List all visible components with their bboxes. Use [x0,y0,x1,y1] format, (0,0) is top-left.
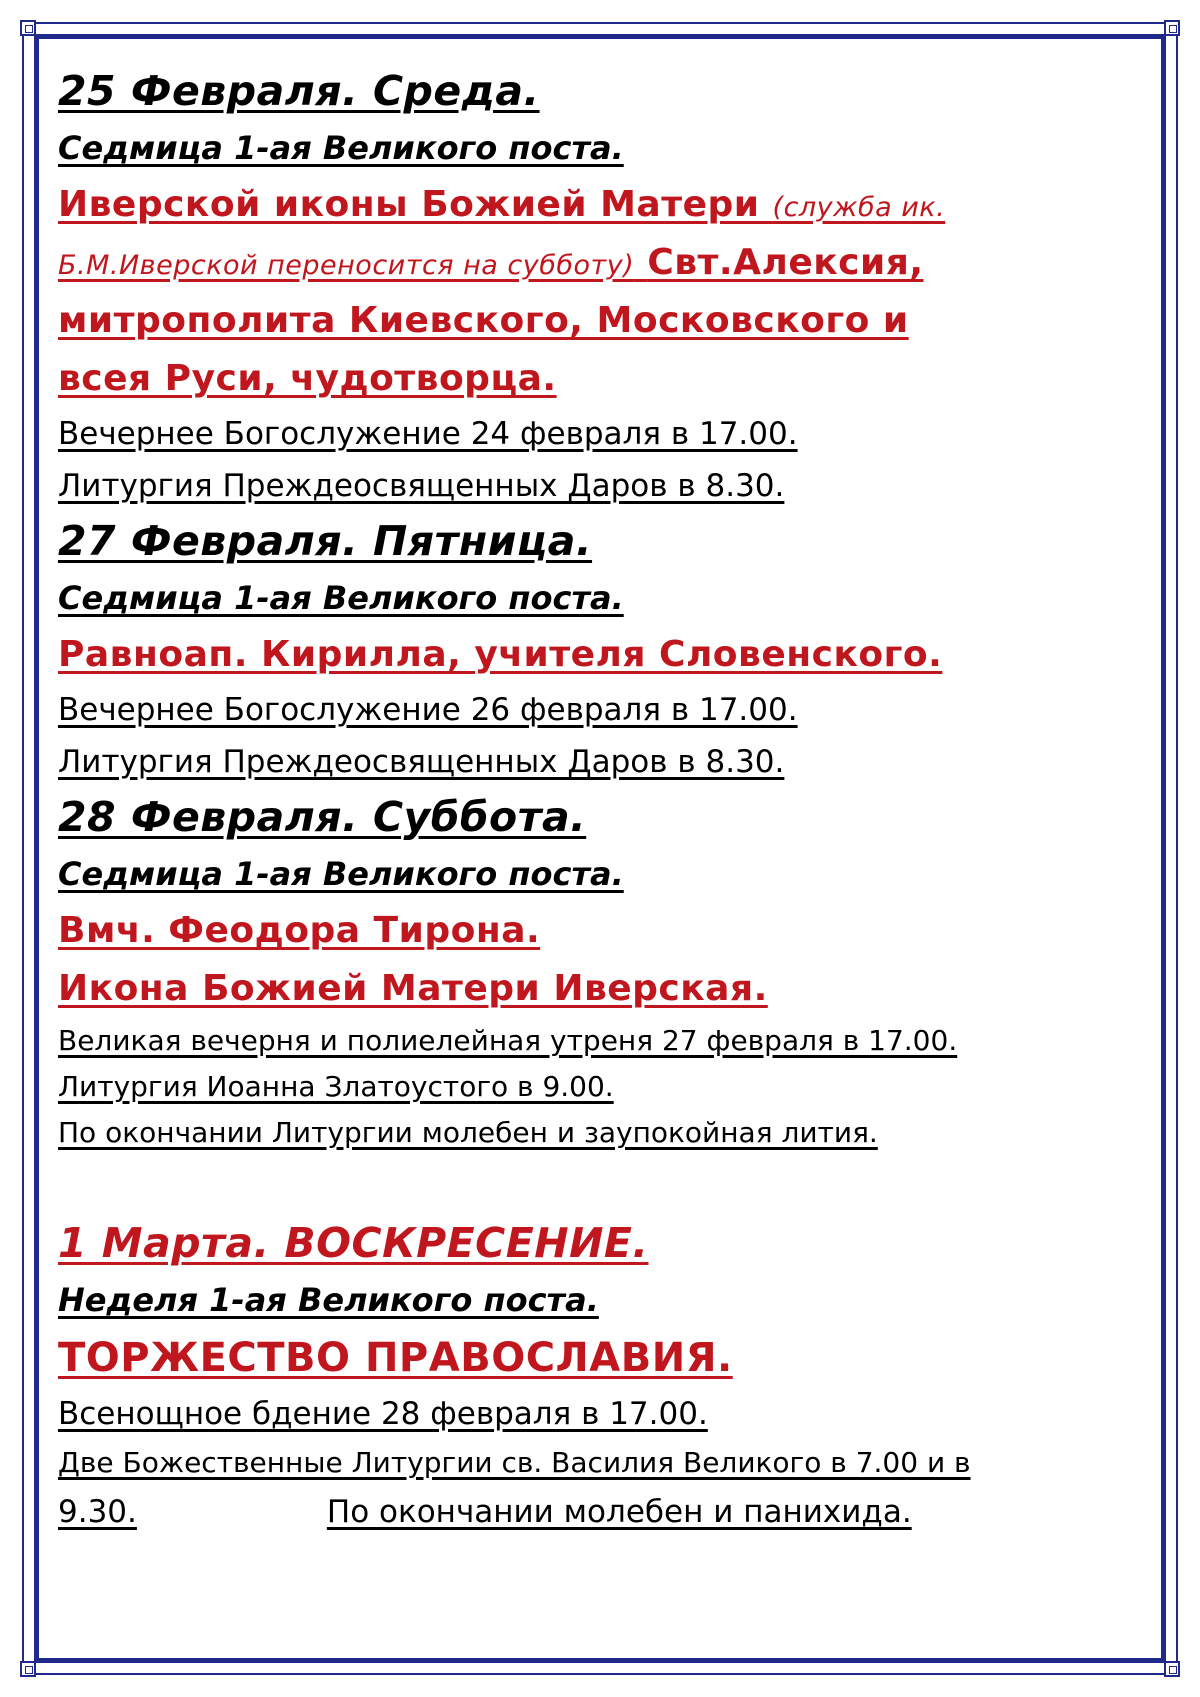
feast-line [58,234,1138,292]
service-line: Вечернее Богослужение 26 февраля в 17.00. [58,692,798,728]
feast-line: митрополита Киевского, Московского и [58,300,909,341]
service-line: Литургия Преждеосвященных Даров в 8.30. [58,468,785,504]
service-line: Вечернее Богослужение 24 февраля в 17.00. [58,416,798,452]
service-line [58,1486,1138,1538]
frame-corner-ornament [20,1661,36,1677]
feast-line: Икона Божией Матери Иверская. [58,968,768,1009]
service-line: Великая вечерня и полиелейная утреня 27 февраля в 17.00. [58,1024,958,1057]
feast-line: Вмч. Феодора Тирона. [58,910,541,951]
feast-line: ТОРЖЕСТВО ПРАВОСЛАВИЯ. [58,1335,733,1381]
service-line: Две Божественные Литургии св. Василия Великого в 7.00 и в [58,1446,971,1479]
feast-line [58,176,1138,234]
service-line: По окончании Литургии молебен и заупокойная лития. [58,1116,878,1149]
feast-note: (служба ик. [772,192,946,223]
day-week: Седмица 1-ая Великого поста. [58,579,624,617]
service-time: 9.30. [58,1494,137,1530]
frame-corner-ornament [1164,20,1180,36]
day-week: Седмица 1-ая Великого поста. [58,855,624,893]
day-date: 27 Февраля. Пятница. [58,517,593,565]
day-date: 28 Февраля. Суббота. [58,793,587,841]
feast-title: Иверской иконы Божией Матери [58,184,760,225]
service-line: Литургия Преждеосвященных Даров в 8.30. [58,744,785,780]
frame-corner-ornament [20,20,36,36]
day-week: Седмица 1-ая Великого поста. [58,129,624,167]
service-line: Литургия Иоанна Златоустого в 9.00. [58,1070,614,1103]
day-week: Неделя 1-ая Великого поста. [58,1281,599,1319]
service-note: По окончании молебен и панихида. [326,1494,912,1530]
feast-line: Равноап. Кирилла, учителя Словенского. [58,634,943,675]
service-line: Всенощное бдение 28 февраля в 17.00. [58,1396,708,1432]
day-date: 25 Февраля. Среда. [58,67,540,115]
feast-line: всея Руси, чудотворца. [58,358,557,399]
frame-corner-ornament [1164,1661,1180,1677]
feast-note: Б.М.Иверской переносится на субботу) [58,250,635,281]
schedule-content [58,62,1138,1538]
day-date: 1 Марта. ВОСКРЕСЕНИЕ. [58,1219,649,1267]
spacer [58,1156,1138,1214]
feast-title: Свт.Алексия, [647,242,924,283]
